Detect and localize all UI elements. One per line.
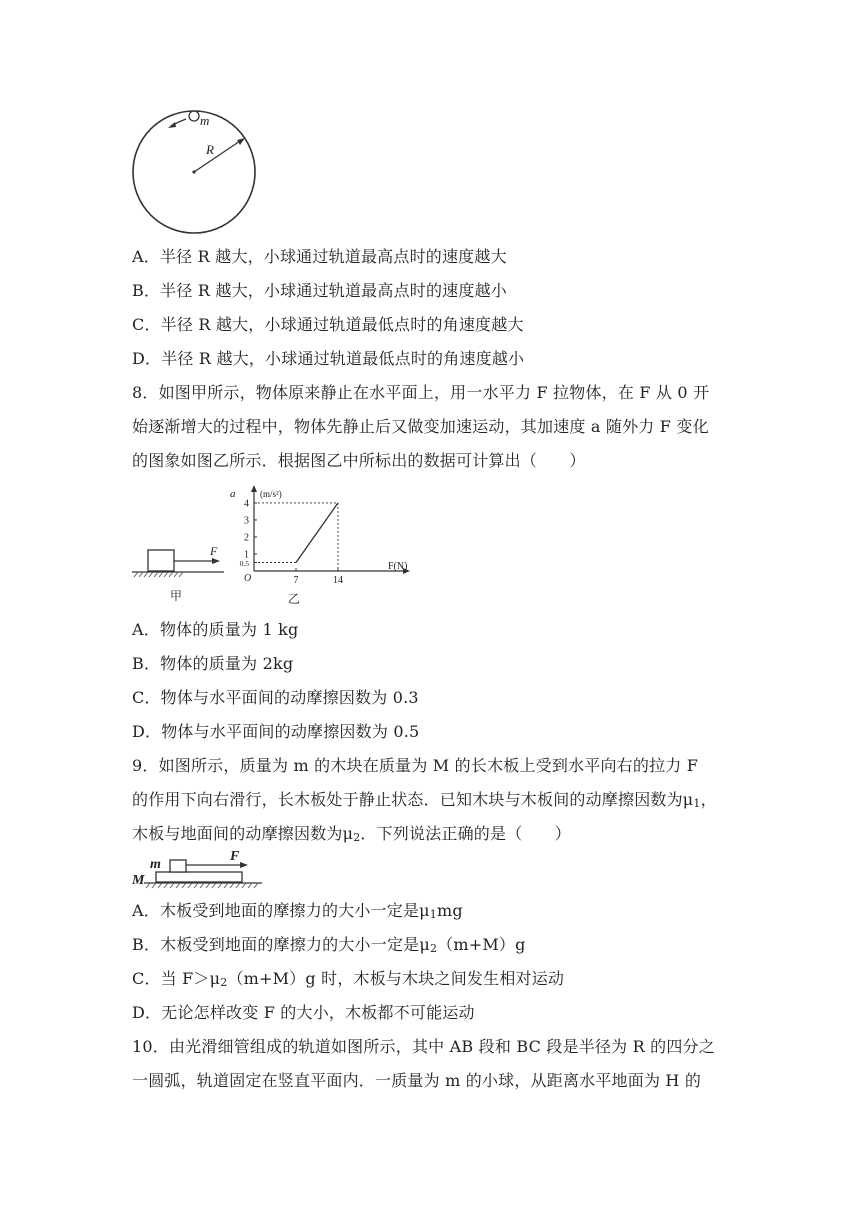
q9-option-c-text: C．当 F＞μ (132, 969, 221, 988)
q10-stem-line-1: 10．由光滑细管组成的轨道如图所示，其中 AB 段和 BC 段是半径为 R 的四分之 (132, 1037, 715, 1056)
acceleration-force-chart (226, 485, 416, 607)
q9-option-b-text: B．木板受到地面的摩擦力的大小一定是μ (132, 935, 430, 954)
board-mass-label: M (132, 873, 145, 888)
block (148, 550, 174, 571)
ground-hatching (134, 572, 183, 577)
y-axis-unit: (m/s²) (260, 489, 282, 499)
q8-option-b: B．物体的质量为 2kg (132, 654, 294, 673)
q9-option-b (132, 935, 526, 959)
board-ground-hatching (146, 883, 258, 888)
q9-option-d: D．无论怎样改变 F 的大小，木板都不可能运动 (132, 1003, 475, 1022)
y-axis-label: a (230, 488, 236, 500)
q8-option-a: A．物体的质量为 1 kg (132, 620, 299, 639)
y-tick-label: 1 (244, 549, 249, 561)
q7-option-d: D．半径 R 越大，小球通过轨道最低点时的角速度越小 (132, 349, 525, 368)
pull-force-label: F (230, 849, 240, 864)
x-axis-label: F(N) (388, 561, 408, 572)
q9-stem-line-2 (132, 790, 717, 814)
q8-stem-line-3: 的图象如图乙所示．根据图乙中所标出的数据可计算出（ ） (132, 451, 586, 470)
q9-option-a-sub: 1 (429, 908, 437, 921)
q9-option-b-end: （m+M）g (437, 935, 526, 954)
block-on-board-figure (130, 846, 266, 892)
q9-stem-line-2-text: 的作用下向右滑行，长木板处于静止状态．已知木块与木板间的动摩擦因数为μ (132, 790, 694, 809)
radius-label: R (206, 142, 214, 157)
origin-label: O (244, 573, 252, 584)
q8-option-c: C．物体与水平面间的动摩擦因数为 0.3 (132, 688, 419, 707)
long-board (156, 872, 242, 882)
figure-jia-caption: 甲 (170, 589, 183, 603)
mu2-subscript: 2 (353, 831, 361, 844)
q7-option-c: C．半径 R 越大，小球通过轨道最低点时的角速度越大 (132, 315, 524, 334)
q9-option-b-sub: 2 (429, 942, 438, 955)
q8-option-d: D．物体与水平面间的动摩擦因数为 0.5 (132, 722, 420, 741)
ball-mass-label: m (200, 113, 210, 128)
q7-option-b: B．半径 R 越大，小球通过轨道最高点时的速度越小 (132, 281, 507, 300)
small-ball (189, 111, 199, 121)
small-block (170, 860, 186, 872)
force-arrowhead (212, 558, 220, 564)
y-tick-label: 4 (244, 498, 249, 510)
q9-option-a (132, 901, 463, 925)
block-pull-figure (128, 540, 228, 610)
pull-force-arrowhead (240, 862, 248, 868)
small-mass-label: m (150, 857, 161, 872)
radius-arrowhead (237, 138, 245, 145)
y-tick-label: 0.5 (239, 558, 249, 568)
q9-option-c-end: （m+M）g 时，木板与木块之间发生相对运动 (227, 969, 565, 988)
q9-option-a-end: mg (436, 901, 463, 920)
q9-option-c-sub: 2 (220, 976, 228, 989)
y-tick-label: 2 (244, 532, 249, 544)
radius-line (194, 139, 243, 172)
y-axis-arrowhead (251, 485, 257, 492)
q8-stem-line-1: 8．如图甲所示，物体原来静止在水平面上，用一水平力 F 拉物体，在 F 从 0 开 (132, 383, 710, 402)
q9-stem-line-3 (132, 824, 571, 848)
q9-stem-line-3-text: 木板与地面间的动摩擦因数为μ (132, 824, 354, 843)
mu1-subscript: 1 (693, 797, 701, 810)
x-tick-label: 7 (293, 575, 299, 586)
q9-option-a-text: A．木板受到地面的摩擦力的大小一定是μ (132, 901, 430, 920)
q9-stem-line-3-end: ．下列说法正确的是（ ） (360, 824, 572, 843)
q8-stem-line-2: 始逐渐增大的过程中，物体先静止后又做变加速运动，其加速度 a 随外力 F 变化 (132, 417, 709, 436)
q9-option-c (132, 969, 564, 993)
q7-option-a: A．半径 R 越大，小球通过轨道最高点时的速度越大 (132, 247, 507, 266)
x-tick-label: 14 (333, 575, 343, 586)
motion-arrowhead (168, 122, 176, 128)
series-line (296, 503, 338, 563)
q10-stem-line-2: 一圆弧，轨道固定在竖直平面内．一质量为 m 的小球，从距离水平地面为 H 的 (132, 1071, 702, 1090)
q9-stem-line-1: 9．如图所示，质量为 m 的木块在质量为 M 的长木板上受到水平向右的拉力 F (132, 756, 699, 775)
force-label: F (210, 544, 218, 558)
figure-yi-caption: 乙 (288, 592, 301, 606)
q9-stem-line-2-end: ， (700, 790, 717, 809)
y-tick-label: 3 (244, 515, 249, 527)
circle-track-figure (126, 108, 266, 236)
